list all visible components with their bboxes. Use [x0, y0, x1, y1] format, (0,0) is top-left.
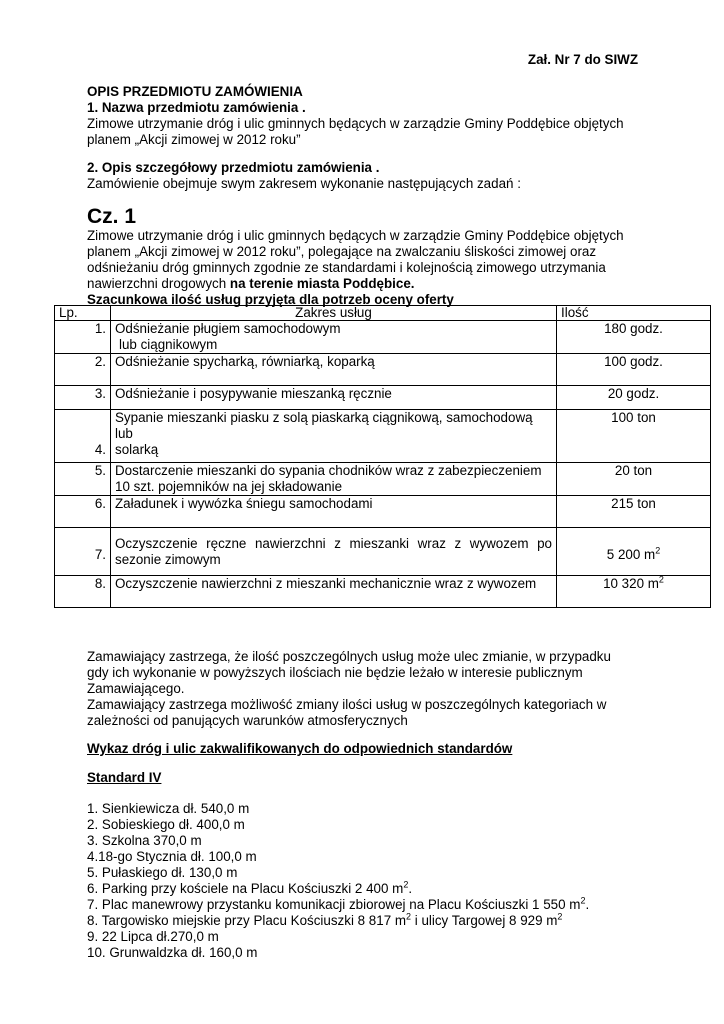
table-row: [55, 528, 711, 576]
row-number: 3.: [55, 386, 111, 410]
list-item: 10. Grunwaldzka dł. 160,0 m: [87, 945, 258, 960]
part-text-line: nawierzchni drogowych na terenie miasta Poddębice.: [87, 276, 415, 291]
section-1: [87, 84, 687, 148]
list-item: 5. Pułaskiego dł. 130,0 m: [87, 865, 238, 880]
row-quantity: 20 ton: [557, 463, 711, 496]
part-text-line: odśnieżaniu dróg gminnych zgodnie ze standardami i kolejnością zimowego utrzymania: [87, 260, 606, 275]
row-quantity: 10 320 $m^2$: [557, 576, 711, 608]
row-quantity: 215 ton: [557, 496, 711, 528]
list-item: 4.18-go Stycznia dł. 100,0 m: [87, 849, 257, 864]
part-text-line: planem „Akcji zimowej w 2012 roku”, polegające na zwalczaniu śliskości zimowej oraz: [87, 244, 597, 259]
table-row: [55, 576, 711, 608]
row-quantity: 180 godz.: [557, 321, 711, 354]
row-description: Dostarczenie mieszanki do sypania chodników wraz z zabezpieczeniem 10 szt. pojemników na jej składowanie: [111, 463, 557, 496]
row-number: 7.: [55, 528, 111, 576]
part-description: [87, 228, 687, 308]
table-row: [55, 321, 711, 354]
note-line: zależności od panujących warunków atmosferycznych: [87, 713, 408, 728]
section-2-title: 2. Opis szczegółowy przedmiotu zamówienia .: [87, 160, 380, 175]
notes: [87, 649, 617, 729]
row-number: 6.: [55, 496, 111, 528]
list-item: 9. 22 Lipca dł.270,0 m: [87, 929, 219, 944]
list-item: 2. Sobieskiego dł. 400,0 m: [87, 817, 245, 832]
row-quantity: 20 godz.: [557, 386, 711, 410]
row-number: 1.: [55, 321, 111, 354]
row-quantity: 100 godz.: [557, 354, 711, 386]
table-row: [55, 463, 711, 496]
row-number: 5.: [55, 463, 111, 496]
row-description: Oczyszczenie nawierzchni z mieszanki mechanicznie wraz z wywozem: [111, 576, 557, 608]
row-number: 8.: [55, 576, 111, 608]
row-quantity: 100 ton: [557, 410, 711, 463]
row-description: Załadunek i wywózka śniegu samochodami: [111, 496, 557, 528]
row-number: 4.: [55, 410, 111, 463]
roads-heading: Wykaz dróg i ulic zakwalifikowanych do odpowiednich standardów: [87, 741, 513, 756]
table-row: [55, 410, 711, 463]
row-description: Oczyszczenie ręczne nawierzchni z mieszanki wraz z wywozem po sezonie zimowym: [111, 528, 557, 576]
section-1-text-line: planem „Akcji zimowej w 2012 roku”: [87, 132, 301, 147]
row-number: 2.: [55, 354, 111, 386]
note-line: Zamawiający zastrzega, że ilość poszczególnych usług może ulec zmianie, w przypadku: [87, 649, 611, 664]
note-line: Zamawiającego.: [87, 681, 185, 696]
note-line: Zamawiający zastrzega możliwość zmiany ilości usług w poszczególnych kategoriach w: [87, 697, 607, 712]
part-text-line: Zimowe utrzymanie dróg i ulic gminnych będących w zarządzie Gminy Poddębice objętych: [87, 228, 624, 243]
list-item: 7. Plac manewrowy przystanku komunikacji zbiorowej na Placu Kościuszki 1 550 $m^2$.: [87, 895, 590, 912]
section-1-title: 1. Nazwa przedmiotu zamówienia .: [87, 100, 306, 115]
table-row: [55, 386, 711, 410]
row-description: Odśnieżanie i posypywanie mieszanką ręcznie: [111, 386, 557, 410]
roads-list: [87, 801, 687, 961]
list-item: 8. Targowisko miejskie przy Placu Kościuszki 8 817 $m^2$ i ulicy Targowej 8 929 $m^2$: [87, 911, 563, 928]
section-2: [87, 160, 687, 192]
header-scope: Zakres usług: [111, 306, 557, 321]
part-title: Cz. 1: [87, 205, 137, 228]
attachment-label: Zał. Nr 7 do SIWZ: [527, 52, 638, 67]
section-2-text-line: Zamówienie obejmuje swym zakresem wykonanie następujących zadań :: [87, 176, 521, 191]
header-lp: Lp.: [55, 306, 111, 321]
row-description: Odśnieżanie pługiem samochodowym lub ciągnikowym: [111, 321, 557, 354]
document-heading: OPIS PRZEDMIOTU ZAMÓWIENIA: [87, 84, 303, 99]
list-item: 1. Sienkiewicza dł. 540,0 m: [87, 801, 250, 816]
table-row: [55, 496, 711, 528]
row-description: Odśnieżanie spycharką, równiarką, koparką: [111, 354, 557, 386]
table-header-row: [55, 306, 711, 321]
list-item: 3. Szkolna 370,0 m: [87, 833, 202, 848]
section-1-text-line: Zimowe utrzymanie dróg i ulic gminnych będących w zarządzie Gminy Poddębice objętych: [87, 116, 624, 131]
services-table: [54, 305, 711, 608]
note-line: gdy ich wykonanie w powyższych ilościach nie będzie leżało w interesie publicznym: [87, 665, 583, 680]
header-quantity: Ilość: [557, 306, 711, 321]
table-row: [55, 354, 711, 386]
table-caption: Szacunkowa ilość usług przyjęta dla potrzeb oceny oferty: [87, 292, 454, 307]
row-description: Sypanie mieszanki piasku z solą piaskarką ciągnikową, samochodową lub solarką: [111, 410, 557, 463]
location-emphasis: na terenie miasta Poddębice.: [229, 276, 415, 291]
list-item: 6. Parking przy kościele na Placu Kościuszki 2 400 $m^2$.: [87, 879, 413, 896]
standard-heading: Standard IV: [87, 770, 162, 785]
row-quantity: 5 200 $m^2$: [557, 528, 711, 576]
